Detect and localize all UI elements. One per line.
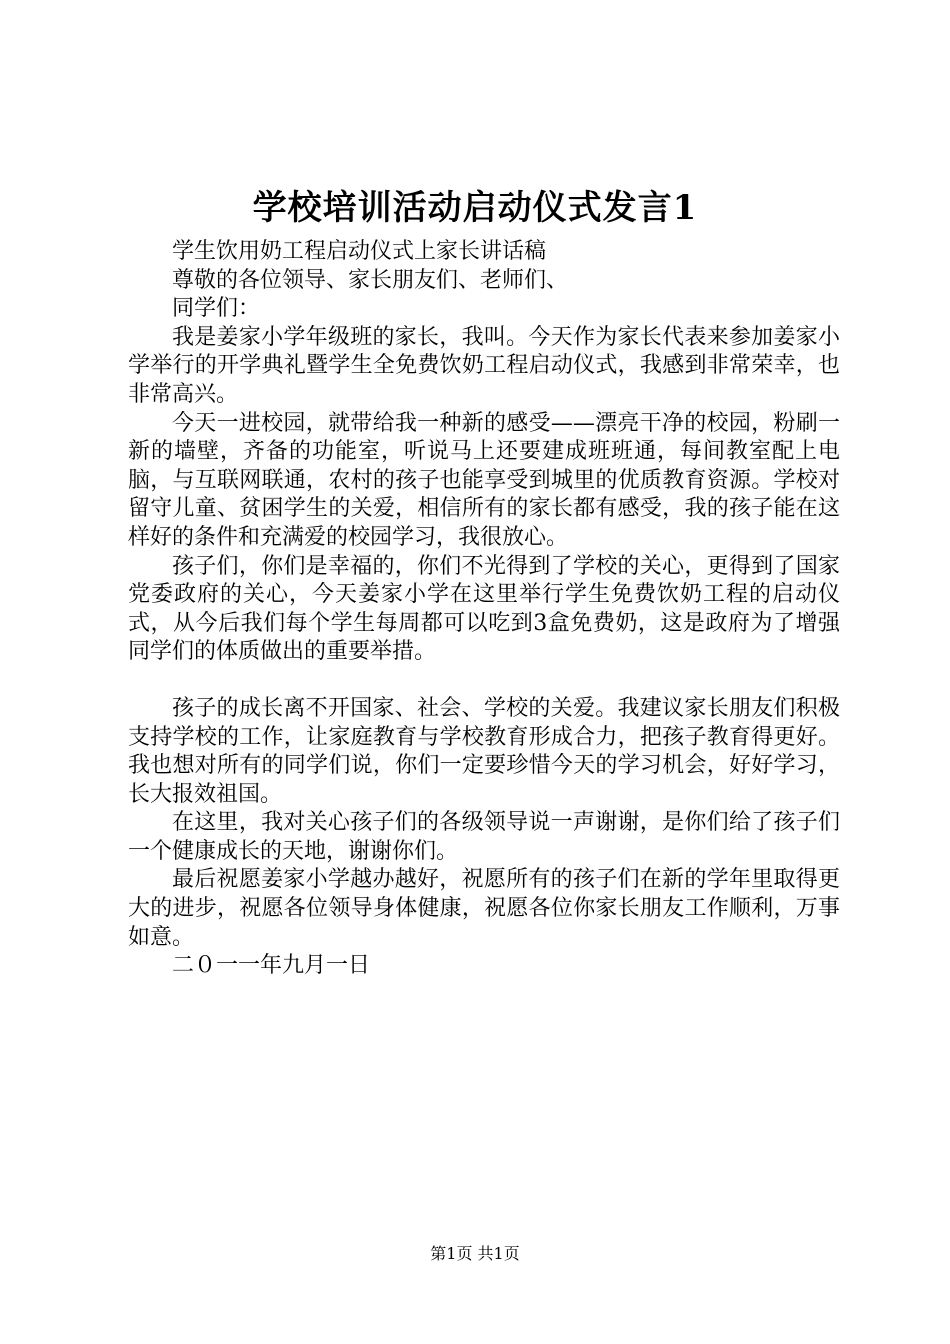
- paragraph-wishes: 最后祝愿姜家小学越办越好，祝愿所有的孩子们在新的学年里取得更大的进步，祝愿各位领导身体健康，祝愿各位你家长朋友工作顺利，万事如意。: [128, 867, 840, 950]
- paragraph-growth: 孩子的成长离不开国家、社会、学校的关爱。我建议家长朋友们积极支持学校的工作，让家庭教育与学校教育形成合力，把孩子教育得更好。我也想对所有的同学们说，你们一定要珍惜今天的学习机会，好好学习，长大报效祖国。: [128, 695, 840, 807]
- paragraph-salutation: 尊敬的各位领导、家长朋友们、老师们、: [172, 267, 569, 293]
- paragraph-thanks: 在这里，我对关心孩子们的各级领导说一声谢谢，是你们给了孩子们一个健康成长的天地，谢谢你们。: [128, 810, 840, 864]
- paragraph-date: 二０一一年九月一日: [172, 953, 371, 979]
- paragraph-campus: 今天一进校园，就带给我一种新的感受——漂亮干净的校园，粉刷一新的墙壁，齐备的功能室，听说马上还要建成班班通，每间教室配上电脑，与互联网联通，农村的孩子也能享受到城里的优质教育资源。学校对留守儿童、贫困学生的关爱，相信所有的家长都有感受，我的孩子能在这样好的条件和充满爱的校园学习，我很放心。: [128, 410, 840, 550]
- paragraph-gap: [128, 667, 840, 695]
- page-footer: 第1页 共1页: [430, 1244, 520, 1263]
- document-title: 学校培训活动启动仪式发言1: [252, 188, 698, 228]
- paragraph-intro: 我是姜家小学年级班的家长，我叫。今天作为家长代表来参加姜家小学举行的开学典礼暨学生全免费饮奶工程启动仪式，我感到非常荣幸，也非常高兴。: [128, 324, 840, 407]
- document-body: [128, 238, 840, 981]
- paragraph-heading: 学生饮用奶工程启动仪式上家长讲话稿: [172, 239, 547, 264]
- paragraph-salutation-cont: 同学们：: [172, 296, 261, 322]
- paragraph-children: 孩子们，你们是幸福的，你们不光得到了学校的关心，更得到了国家党委政府的关心，今天姜家小学在这里举行学生免费饮奶工程的启动仪式，从今后我们每个学生每周都可以吃到3盒免费奶，这是政府为了增强同学们的体质做出的重要举措。: [128, 553, 840, 665]
